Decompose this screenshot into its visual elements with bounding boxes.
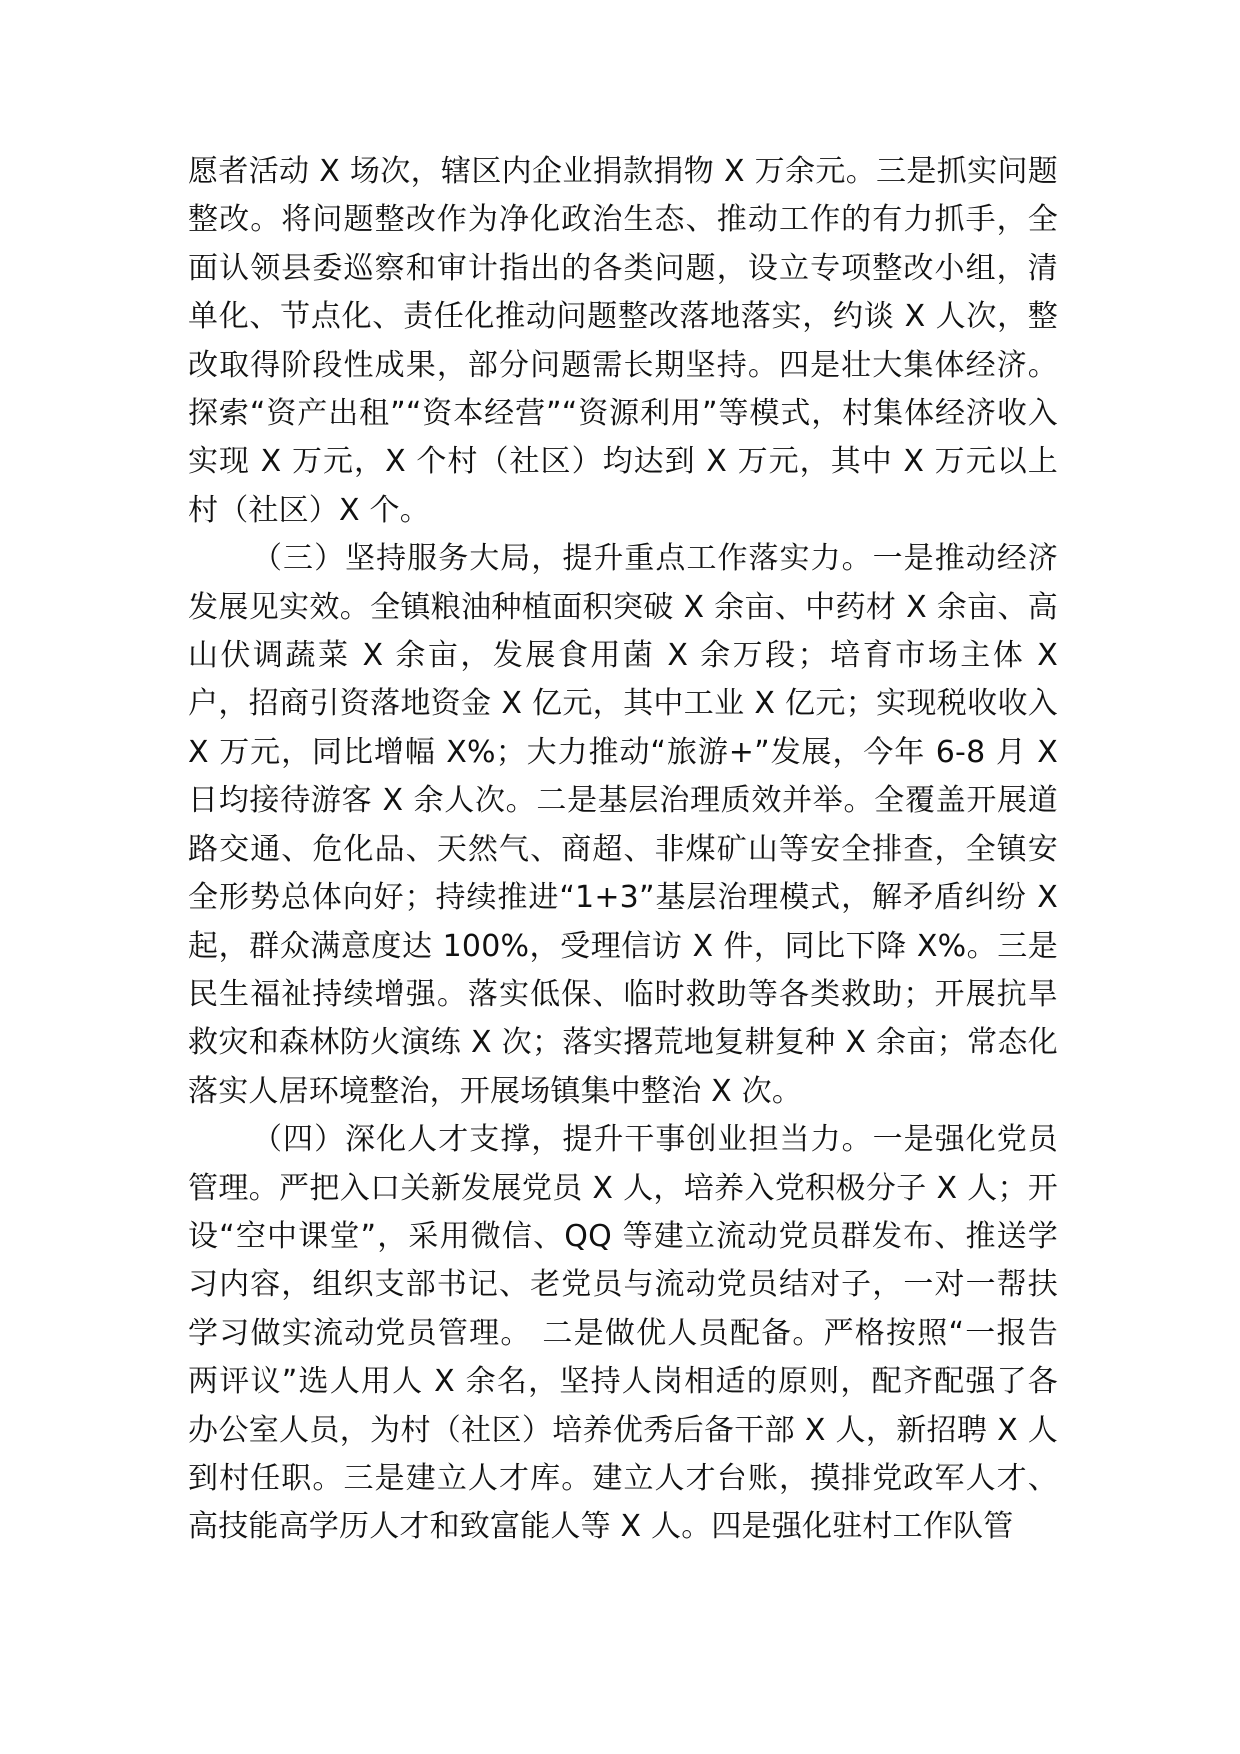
paragraph-section-four: （四）深化人才支撑，提升干事创业担当力。一是强化党员管理。严把入口关新发展党员 X 人，培养入党积极分子 X 人；开设“空中课堂”，采用微信、QQ 等建立流动党员群发布、推送学习内容，组织支部书记、老党员与流动党员结对子，一对一帮扶学习做实流动党员管理。 二是做优人员配备。严格按照“一报告两评议”选人用人 X 余名，坚持人岗相适的原则，配齐配强了各办公室人员，为村（社区）培养优秀后备干部 X 人，新招聘 X 人到村任职。三是建立人才库。建立人才台账，摸排党政军人才、高技能高学历人才和致富能人等 X 人。四是强化驻村工作队管	[188, 1122, 1058, 1545]
paragraph-continuation: 愿者活动 X 场次，辖区内企业捐款捐物 X 万余元。三是抓实问题整改。将问题整改作为净化政治生态、推动工作的有力抓手，全面认领县委巡察和审计指出的各类问题，设立专项整改小组，清单化、节点化、责任化推动问题整改落地落实，约谈 X 人次，整改取得阶段性成果，部分问题需长期坚持。四是壮大集体经济。探索“资产出租”“资本经营”“资源利用”等模式，村集体经济收入实现 X 万元，X 个村（社区）均达到 X 万元，其中 X 万元以上村（社区）X 个。	[188, 154, 1058, 528]
paragraph-section-three: （三）坚持服务大局，提升重点工作落实力。一是推动经济发展见实效。全镇粮油种植面积突破 X 余亩、中药材 X 余亩、高山伏调蔬菜 X 余亩，发展食用菌 X 余万段；培育市场主体 X 户，招商引资落地资金 X 亿元，其中工业 X 亿元；实现税收收入 X 万元，同比增幅 X%；大力推动“旅游+”发展，今年 6-8 月 X 日均接待游客 X 余人次。二是基层治理质效并举。全覆盖开展道路交通、危化品、天然气、商超、非煤矿山等安全排查，全镇安全形势总体向好；持续推进“1+3”基层治理模式，解矛盾纠纷 X 起，群众满意度达 100%，受理信访 X 件，同比下降 X%。三是民生福祉持续增强。落实低保、临时救助等各类救助；开展抗旱救灾和森林防火演练 X 次；落实撂荒地复耕复种 X 余亩；常态化落实人居环境整治，开展场镇集中整治 X 次。	[188, 541, 1058, 1109]
body-text	[188, 148, 1058, 1552]
